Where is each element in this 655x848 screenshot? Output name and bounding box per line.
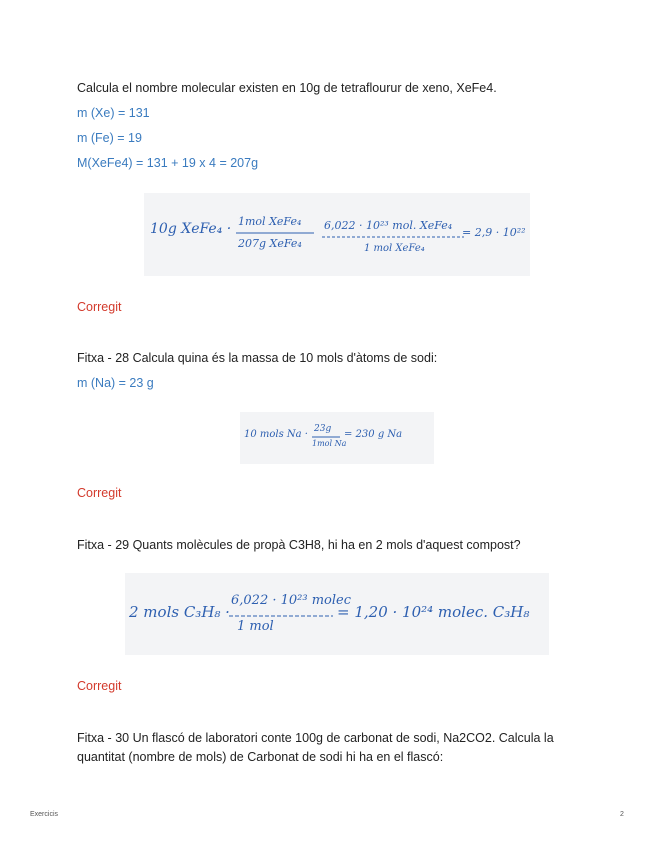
hw1-num1: 1mol XeFe₄ — [238, 215, 302, 228]
exercise-2-question: Fitxa - 28 Calcula quina és la massa de 10 mols d'àtoms de sodi: — [77, 351, 438, 365]
footer-section-name: Exercicis — [30, 811, 59, 818]
hw1-result: = 2,9 · 10²² — [462, 226, 526, 239]
handwritten-calculation-2 — [240, 412, 434, 464]
hw2-term: 10 mols Na · — [244, 429, 308, 440]
hw3-term: 2 mols C₃H₈ · — [129, 603, 230, 621]
ex1-line-3: M(XeFe4) = 131 + 19 x 4 = 207g — [77, 156, 259, 170]
exercise-4-question: Fitxa - 30 Un flascó de laboratori conte 100g de carbonat de sodi, Na2CO2. Calcula la quantitat (nombre de mols) de Carbonat de sodi hi ha en el flascó: — [77, 731, 554, 764]
hw3-result: = 1,20 · 10²⁴ molec. C₃H₈ — [337, 603, 530, 621]
hw2-result: = 230 g Na — [344, 429, 403, 440]
hw2-den1: 1mol Na — [312, 439, 347, 448]
ex3-status: Corregit — [77, 679, 122, 693]
hw1-term: 10g XeFe₄ · — [150, 221, 232, 237]
hw3-num1: 6,022 · 10²³ molec — [231, 593, 351, 608]
handwritten-calculation-3 — [125, 573, 549, 655]
hw3-den1: 1 mol — [237, 619, 274, 634]
hw2-num1: 23g — [314, 424, 332, 434]
ex2-status: Corregit — [77, 486, 122, 500]
ex1-line-2: m (Fe) = 19 — [77, 131, 142, 145]
hw1-num2: 6,022 · 10²³ mol. XeFe₄ — [324, 219, 453, 232]
ex1-status: Corregit — [77, 300, 122, 314]
exercise-3-question: Fitxa - 29 Quants molècules de propà C3H8, hi ha en 2 mols d'aquest compost? — [77, 538, 521, 552]
exercise-1-question: Calcula el nombre molecular existen en 10g de tetraflourur de xeno, XeFe4. — [77, 81, 497, 95]
hw1-den1: 207g XeFe₄ — [238, 237, 302, 250]
footer-page-number: 2 — [620, 811, 624, 818]
ex1-line-1: m (Xe) = 131 — [77, 106, 150, 120]
hw1-den2: 1 mol XeFe₄ — [364, 243, 425, 254]
handwritten-calculation-1 — [144, 193, 530, 276]
ex2-line-1: m (Na) = 23 g — [77, 376, 154, 390]
